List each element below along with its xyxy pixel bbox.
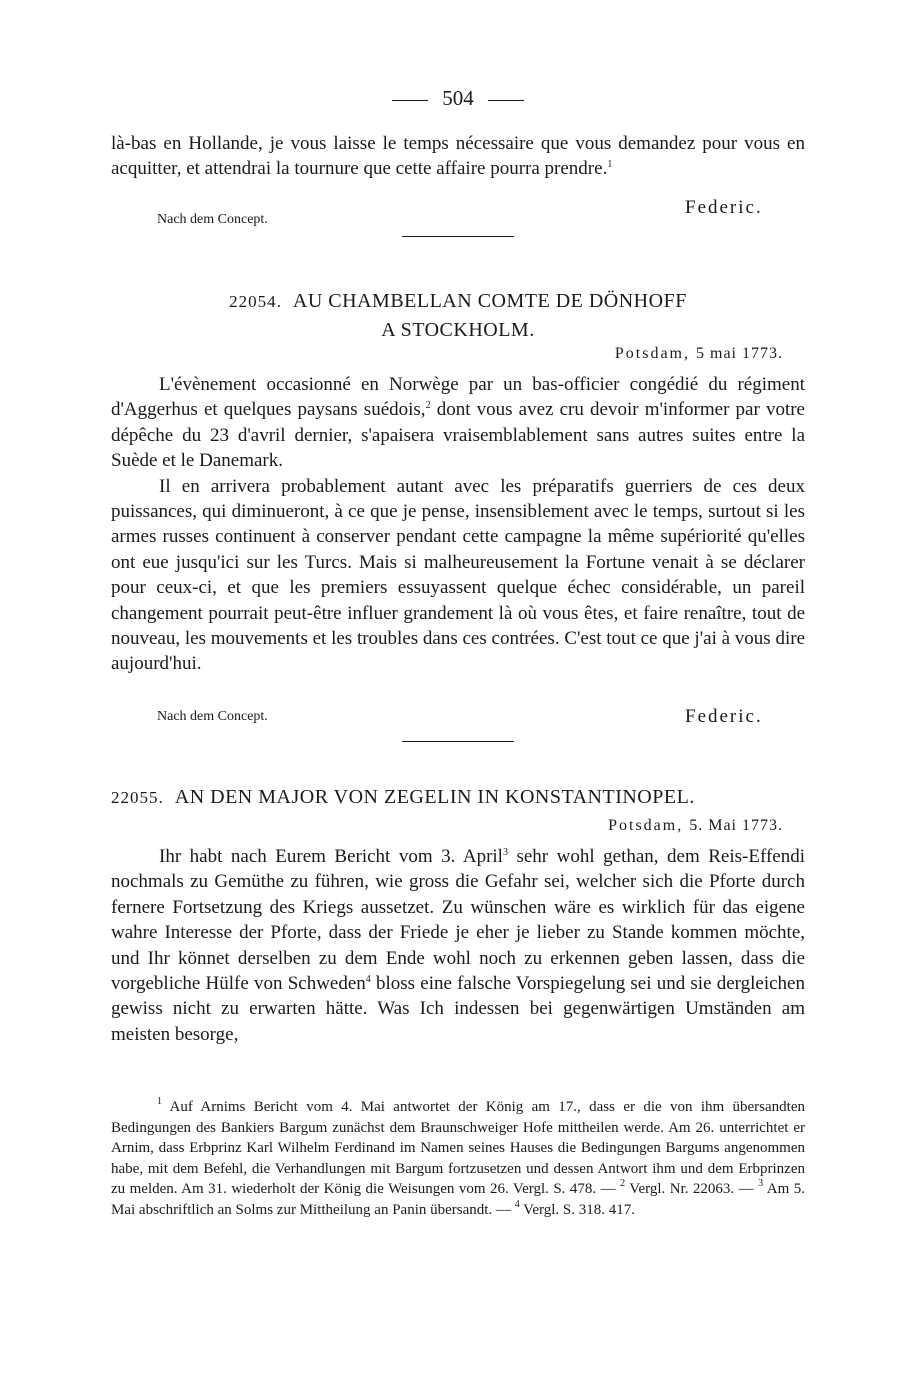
page-number: 504 <box>442 86 474 110</box>
letter-heading <box>111 287 805 344</box>
place: Potsdam, <box>608 817 684 834</box>
footnote-ref: 3 <box>502 847 508 858</box>
letter-title-line2: A STOCKHOLM. <box>381 319 535 341</box>
letter-title-line1: AU CHAMBELLAN COMTE DE DÖNHOFF <box>292 290 687 312</box>
section-rule <box>402 236 514 237</box>
footnotes <box>111 1097 805 1220</box>
footnote-ref: 2 <box>425 400 431 412</box>
footnote-text: Auf Arnims Bericht vom 4. Mai antwortet der König am 17., dass er die von ihm übersandten Bedingungen des Bankiers Bargum zunächst dem Braunschweiger Hofe mittheilen werde. Am 26. unterrichtet er Arnim, dass Erbprinz Karl Wilhelm Ferdinand im Namen seines Hauses die Bedingungen Bargums angenommen habe, mit dem Befehl, die Verhandlungen mit Bargum fortzusetzen und dessen Antwort ihm und dem Erbprinzen zu melden. Am 31. wiederholt der König die Weisungen vom 26. Vergl. S. 478. — <box>111 1099 805 1197</box>
header-dash-left <box>392 100 428 101</box>
date: 5. Mai 1773. <box>689 817 783 834</box>
paragraph <box>111 474 805 677</box>
footnote-marker: 2 <box>620 1178 626 1189</box>
paragraph-text: bloss eine falsche Vorspiegelung sei und sie dergleichen gewiss nicht zu erwarten hätte. Was Ich indessen bei gegenwärtigen Umständen am meisten besorge, <box>111 973 805 1045</box>
source-note: Nach dem Concept. <box>157 709 268 724</box>
paragraph-text: Ihr habt nach Eurem Bericht vom 3. April <box>159 846 503 867</box>
letter-heading <box>111 783 805 812</box>
letter-body <box>111 844 805 1047</box>
source-note: Nach dem Concept. <box>157 212 268 227</box>
footnote-ref: 4 <box>365 974 371 986</box>
footnote-text: Am 5. Mai abschriftlich an Solms zur Mittheilung an Panin übersandt. — <box>111 1181 805 1218</box>
signature: Federic. <box>685 706 763 727</box>
letter-number: 22054. <box>229 292 282 311</box>
footnote-text: Vergl. Nr. 22063. — <box>625 1181 759 1197</box>
signature: Federic. <box>685 197 763 218</box>
paragraph-text: dont vous avez cru devoir m'informer par votre dépêche du 23 d'avril dernier, s'apaisera vraisemblablement sans autres suites entre la Suède et le Danemark. <box>111 399 805 472</box>
page-header <box>111 86 805 111</box>
footnote-marker: 3 <box>758 1178 764 1189</box>
letter-body <box>111 372 805 677</box>
letter-number: 22055. <box>111 788 164 807</box>
paragraph <box>111 844 805 1047</box>
place: Potsdam, <box>614 345 690 362</box>
paragraph-text: sehr wohl gethan, dem Reis-Effendi nochmals zu Gemüthe zu führen, wie gross die Gefahr sei, welcher sich die Pforte durch fernere Fortsetzung des Kriegs aussetzet. Zu wünschen wäre es wirklich für das eigene wahre Interesse der Pforte, dass der Friede je eher je lieber zu Stande kommen möchte, und Ihr könnet derselben zu dem Ende wohl noch zu erkennen geben lassen, dass die vorgebliche Hülfe von Schweden <box>111 846 805 995</box>
continuation-text: là-bas en Hollande, je vous laisse le temps nécessaire que vous demandez pour vous en acquitter, et attendrai la tournure que cette affaire pourra prendre. <box>111 133 805 180</box>
dateline <box>111 817 783 835</box>
section-rule <box>402 741 514 742</box>
dateline <box>111 345 783 363</box>
paragraph-text: L'évènement occasionné en Norwège par un bas-officier congédié du régiment d'Aggerhus et quelques paysans suédois, <box>111 374 805 421</box>
paragraph-text: Il en arrivera probablement autant avec les préparatifs guerriers de ces deux puissances, qui diminueront, à ce que je pense, insensiblement avec le temps, surtout si les armes russes continuent à conserver pendant cette campagne la même supériorité qu'elles ont eue jusqu'ici sur les Turcs. Mais si malheureusement la Fortune venait à se déclarer pour ceux-ci, et que les premiers essuyassent quelque échec considérable, un pareil changement pourrait peut-être influer grandement là où vous êtes, et faire renaître, tout de nouveau, les mouvements et les troubles dans ces contrées. C'est tout ce que j'ai à vous dire aujourd'hui. <box>111 475 805 675</box>
footnote-marker: 4 <box>514 1198 520 1210</box>
paragraph <box>111 372 805 474</box>
footnote-text: Vergl. S. 318. 417. <box>519 1201 635 1218</box>
footnote-ref: 1 <box>607 159 613 171</box>
header-dash-right <box>488 100 524 101</box>
date: 5 mai 1773. <box>696 345 783 362</box>
letter-title-line1: AN DEN MAJOR VON ZEGELIN IN KONSTANTINOPEL. <box>174 786 695 808</box>
footnote-marker: 1 <box>157 1096 162 1107</box>
continuation-paragraph <box>111 131 805 182</box>
